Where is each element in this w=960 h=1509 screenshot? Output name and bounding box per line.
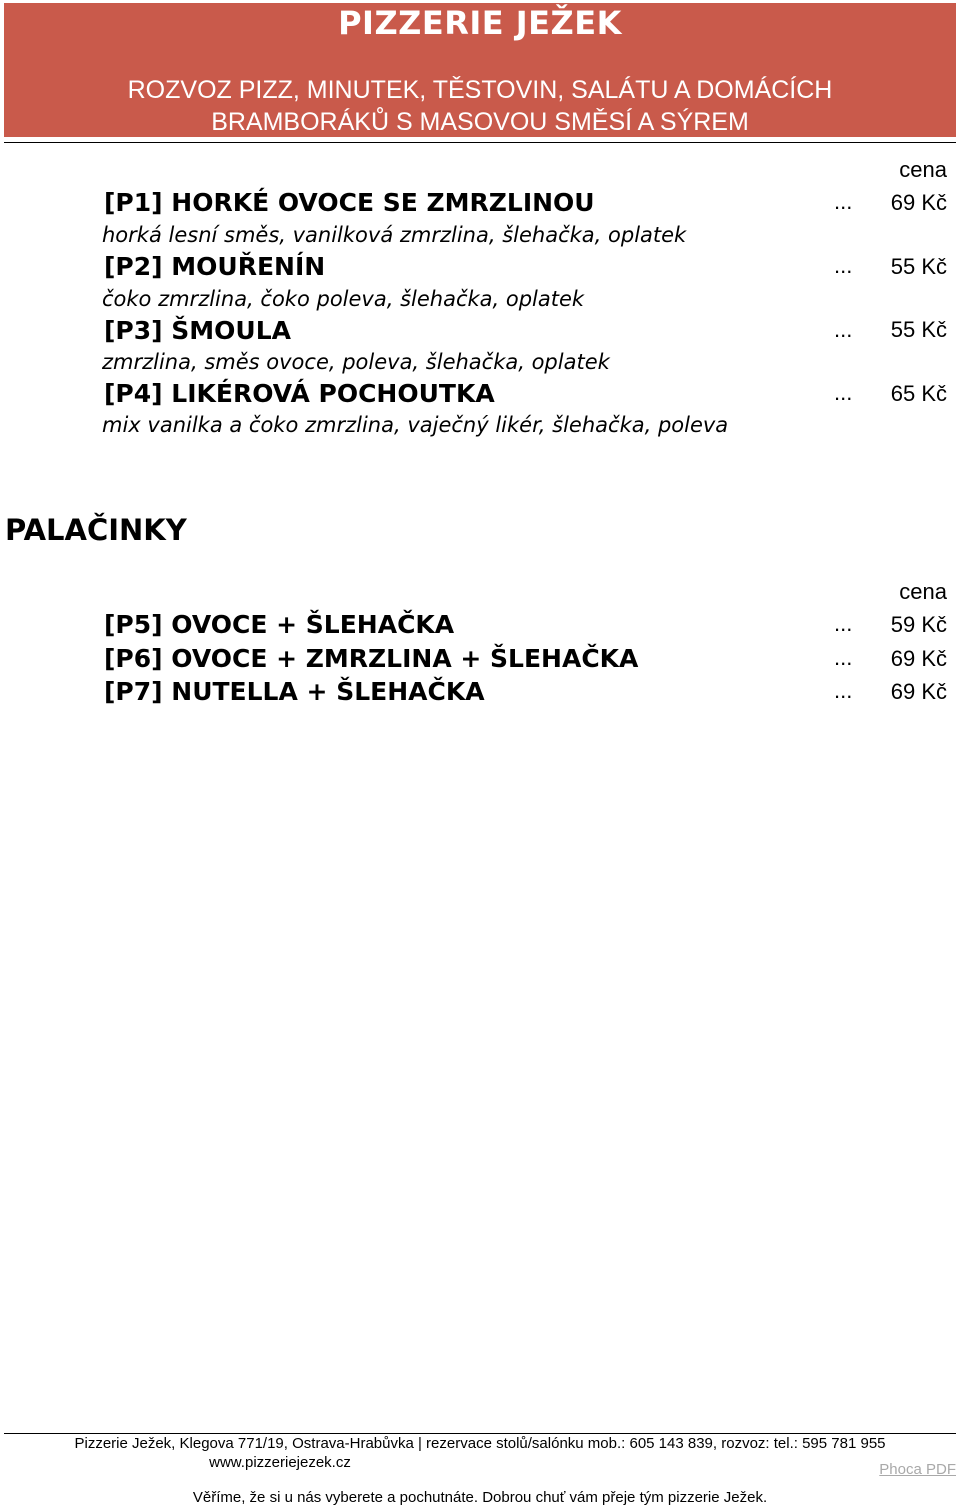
footer-divider bbox=[4, 1433, 956, 1434]
price-leader: ... bbox=[834, 380, 853, 405]
price-leader: ... bbox=[834, 317, 853, 342]
menu-item-price: 69 Kč bbox=[890, 646, 947, 671]
page-subtitle bbox=[4, 74, 956, 138]
menu-item-name: [P2] MOUŘENÍN bbox=[104, 252, 326, 281]
page-header bbox=[4, 3, 956, 137]
menu-item-price: 69 Kč bbox=[890, 190, 947, 215]
subtitle-line-1: ROZVOZ PIZZ, MINUTEK, TĚSTOVIN, SALÁTU A DOMÁCÍCH bbox=[127, 76, 833, 104]
header-divider bbox=[4, 142, 956, 143]
menu-item-name: [P5] OVOCE + ŠLEHAČKA bbox=[104, 610, 455, 639]
footer-website-link[interactable]: www.pizzeriejezek.cz bbox=[209, 1454, 351, 1471]
menu-item-name: [P4] LIKÉROVÁ POCHOUTKA bbox=[104, 379, 495, 408]
menu-item-price: 69 Kč bbox=[890, 679, 947, 704]
price-leader: ... bbox=[834, 189, 853, 214]
footer-contact: Pizzerie Ježek, Klegova 771/19, Ostrava-Hrabůvka | rezervace stolů/salónku mob.: 605 143 839, rozvoz: tel.: 595 781 955 bbox=[74, 1435, 886, 1452]
menu-item-description: mix vanilka a čoko zmrzlina, vaječný likér, šlehačka, poleva bbox=[102, 413, 729, 437]
menu-item-description: zmrzlina, směs ovoce, poleva, šlehačka, oplatek bbox=[102, 350, 610, 374]
menu-item-name: [P1] HORKÉ OVOCE SE ZMRZLINOU bbox=[104, 188, 595, 217]
menu-item-price: 65 Kč bbox=[890, 381, 947, 406]
menu-item-price: 59 Kč bbox=[890, 612, 947, 637]
price-leader: ... bbox=[834, 253, 853, 278]
price-leader: ... bbox=[834, 611, 853, 636]
subtitle-line-2: BRAMBORÁKŮ S MASOVOU SMĚSÍ A SÝREM bbox=[211, 108, 749, 136]
price-column-header: cena bbox=[899, 579, 947, 604]
menu-item-price: 55 Kč bbox=[890, 317, 947, 342]
menu-item-name: [P3] ŠMOULA bbox=[104, 316, 291, 345]
menu-item-description: čoko zmrzlina, čoko poleva, šlehačka, oplatek bbox=[102, 287, 585, 311]
price-leader: ... bbox=[834, 645, 853, 670]
price-leader: ... bbox=[834, 678, 853, 703]
menu-item-price: 55 Kč bbox=[890, 254, 947, 279]
page-title: PIZZERIE JEŽEK bbox=[338, 4, 622, 42]
menu-item-name: [P7] NUTELLA + ŠLEHAČKA bbox=[104, 677, 485, 706]
footer-greeting: Věříme, že si u nás vyberete a pochutnáte. Dobrou chuť vám přeje tým pizzerie Ježek. bbox=[192, 1489, 768, 1506]
menu-item-name: [P6] OVOCE + ZMRZLINA + ŠLEHAČKA bbox=[104, 644, 639, 673]
phoca-pdf-link[interactable]: Phoca PDF bbox=[879, 1461, 956, 1478]
price-column-header: cena bbox=[899, 157, 947, 182]
section-title-palacinky: PALAČINKY bbox=[5, 513, 187, 547]
menu-item-description: horká lesní směs, vanilková zmrzlina, šlehačka, oplatek bbox=[102, 223, 687, 247]
